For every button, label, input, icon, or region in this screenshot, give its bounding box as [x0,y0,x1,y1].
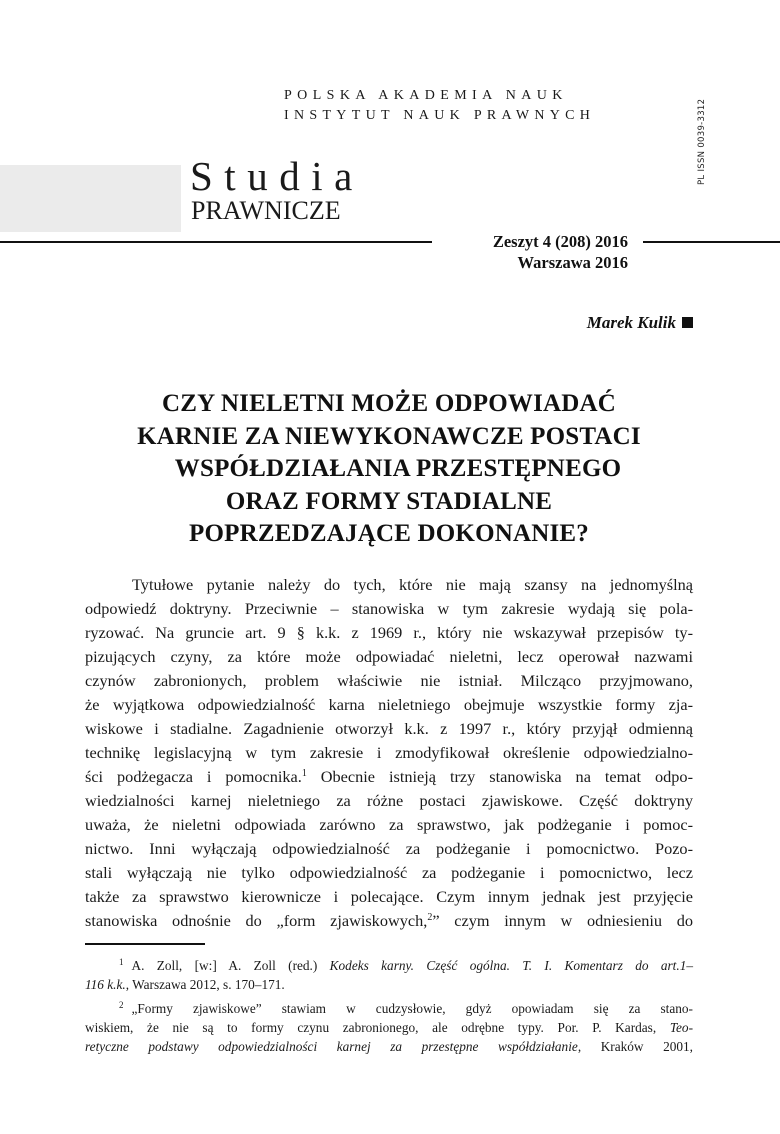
body-text-segment: ści podżegacza i pomocnika. [85,767,302,786]
title-line: WSPÓŁDZIAŁANIA PRZESTĘPNEGO [174,455,622,482]
journal-logo-block [0,165,181,232]
article-body [85,573,693,933]
body-line: nictwo. Inni wyłączają odpowiedzialność za podżeganie i pomocnictwo. Pozo- [85,839,693,858]
body-text-segment: stanowiska odnośnie do „form zjawiskowych, [85,911,428,930]
footnote-text: wiskiem, że nie są to formy czynu zabronionego, ale odrębne typy. Por. P. Kardas, [85,1020,670,1035]
journal-title-studia: Studia [190,153,364,199]
title-line: ORAZ FORMY STADIALNE [225,487,553,515]
body-line: ryzować. Na gruncie art. 9 § k.k. z 1969 r., który nie wskazywał przepisów ty- [85,623,693,642]
body-line: że wyjątkowa odpowiedzialność karna nieletniego obejmuje wszystkie formy zja- [85,695,693,714]
footnote-number: 1 [119,957,124,967]
title-line: POPRZEDZAJĄCE DOKONANIE? [189,520,589,547]
body-line: technikę legislacyjną w tym zakresie i zmodyfikował określenie odpowiedzialno- [85,743,693,762]
footnote-text: „Formy zjawiskowe” stawiam w cudzysłowie, gdyż opowiadam się za stano- [131,1001,693,1016]
footnote-2 [85,999,693,1018]
body-line: wiedzialności karnej nieletniego za różne postaci zjawiskowe. Część doktryny [85,791,693,810]
issn-label [697,90,709,185]
footnotes [85,956,693,1056]
square-bullet-icon [682,317,693,328]
footnote-ref-2[interactable]: 2 [427,912,433,923]
institute-name: INSTYTUT NAUK PRAWNYCH [284,108,596,123]
author-name: Marek Kulik [586,313,676,332]
footnote-number: 2 [119,1000,124,1010]
body-text-segment: Obecnie istnieją trzy stanowiska na temat odpo- [306,767,693,786]
footnote-text: A. Zoll, [w:] A. Zoll (red.) [131,958,330,973]
article-title [85,388,693,551]
issue-number: Zeszyt 4 (208) 2016 [492,232,628,251]
journal-title-prawnicze: PRAWNICZE [191,196,341,225]
issue-place-year: Warszawa 2016 [517,253,628,272]
header-rule-left [0,241,432,243]
header-rule-right [643,241,780,243]
footnote-citation-title: Kodeks karny. Część ogólna. T. I. Komentarz do art.1– [329,958,693,973]
body-line [85,765,693,789]
footnote-ref-1[interactable]: 1 [301,768,307,779]
footnote-text: , Kraków 2001, [577,1039,693,1054]
footnote-2-cont [85,1018,693,1037]
body-line: stali wyłączają nie tylko odpowiedzialność za podżeganie i pomocnictwo, lecz [85,863,693,882]
issn-text: PL ISSN 0039-3312 [697,98,707,185]
body-line: uważa, że nieletni odpowiada zarówno za sprawstwo, jak podżeganie i pomoc- [85,815,693,834]
footnote-2-cont [85,1037,693,1056]
footnote-citation-title: retyczne podstawy odpowiedzialności karnej za przestępne współdziałanie [85,1039,578,1054]
footnote-text: , Warszawa 2012, s. 170–171. [125,977,285,992]
body-line: Tytułowe pytanie należy do tych, które nie mają szansy na jednomyślną [132,575,693,594]
footnote-citation-title: 116 k.k. [85,977,126,992]
body-text-segment: ” czym innym w odniesieniu do [432,911,694,930]
body-line: także za sprawstwo kierownicze i polecające. Czym innym jednak jest przyjęcie [85,887,693,906]
body-line: odpowiedź doktryny. Przeciwnie – stanowiska w tym zakresie wydają się pola- [85,599,693,618]
body-line [85,909,693,933]
footnote-1 [85,956,693,975]
institution-name: POLSKA AKADEMIA NAUK [284,88,568,103]
footnote-separator [85,943,205,945]
title-line: KARNIE ZA NIEWYKONAWCZE POSTACI [137,422,641,450]
footnote-1-cont [85,975,693,994]
body-line: pizujących czyny, za które może odpowiadać nieletni, lecz operował nazwami [85,647,693,666]
article-author [587,313,693,333]
body-line: wiskowe i stadialne. Zagadnienie otworzył k.k. z 1997 r., który przyjął odmienną [85,719,693,738]
body-line: czynów zabronionych, problem właściwie nie istniał. Milcząco przyjmowano, [85,671,693,690]
footnote-citation-title: Teo- [669,1020,693,1035]
title-line: CZY NIELETNI MOŻE ODPOWIADAĆ [161,390,617,417]
